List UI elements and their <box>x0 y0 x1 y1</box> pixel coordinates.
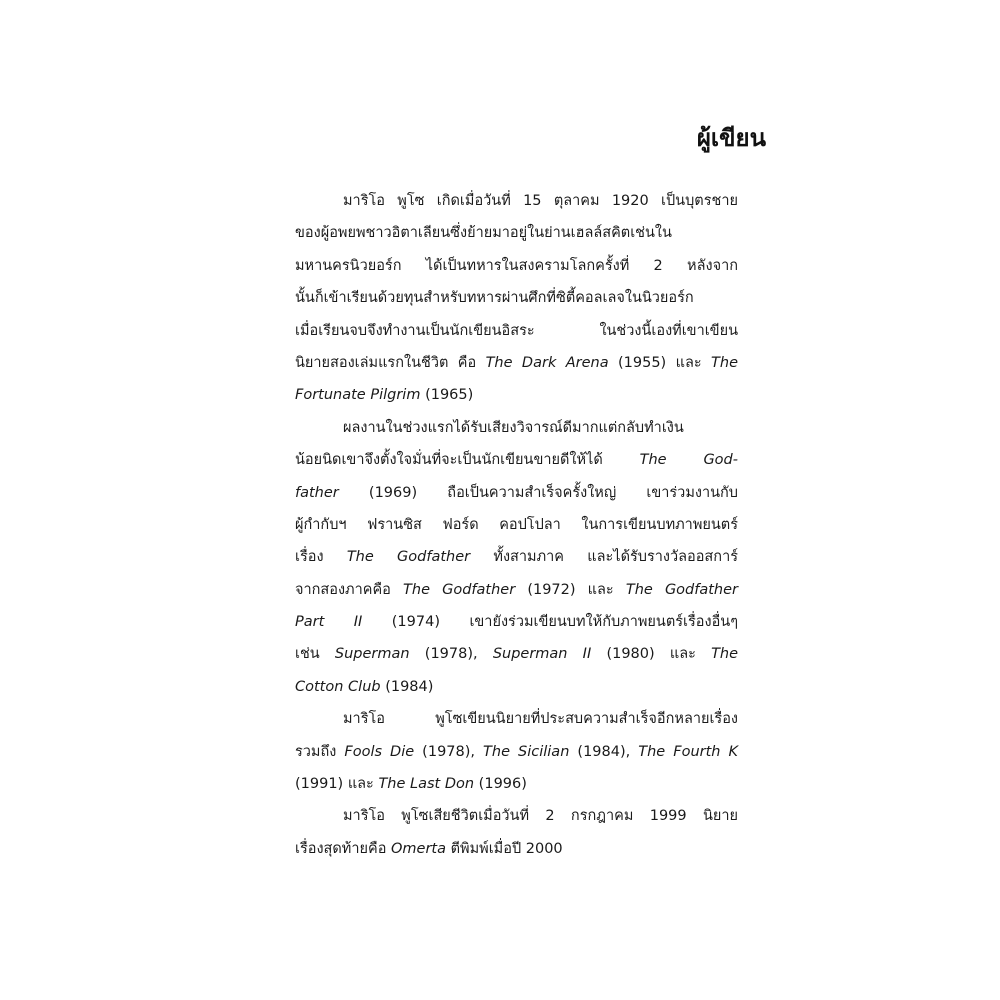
text-run: มาริโอ พูโซเสียชีวิตเมื่อวันที่ 2 กรกฎาคม 1999 นิยาย <box>343 808 738 825</box>
paragraph <box>295 412 738 704</box>
text-run: เมื่อเรียนจบจึงทำงานเป็นนักเขียนอิสระ ในช่วงนี้เองที่เขาเขียน <box>295 322 738 339</box>
text-run: (1974) เขายังร่วมเขียนบทให้กับภาพยนตร์เรื่องอื่นๆ <box>362 614 738 631</box>
text-run: ทั้งสามภาค และได้รับรางวัลออสการ์ <box>470 549 738 566</box>
text-run: ของผู้อพยพชาวอิตาเลียนซึ่งย้ายมาอยู่ในย่านเฮลล์สคิตเช่นใน <box>295 225 672 242</box>
paragraph <box>295 185 738 412</box>
text-run: มหานครนิวยอร์ก ได้เป็นทหารในสงครามโลกครั้งที่ 2 หลังจาก <box>295 257 738 274</box>
text-run: จากสองภาคคือ <box>295 581 404 598</box>
text-line <box>295 574 738 606</box>
text-run: (1955) และ <box>608 354 712 371</box>
text-run: (1991) และ <box>295 776 379 793</box>
text-line <box>295 541 738 573</box>
text-run: (1984), <box>569 743 639 760</box>
text-run: เรื่อง <box>295 549 347 566</box>
body-text <box>295 185 738 865</box>
text-run: ผู้กำกับฯ ฟรานซิส ฟอร์ด คอปโปลา ในการเขียนบทภาพยนตร์ <box>295 516 738 533</box>
text-line <box>295 768 738 800</box>
italic-title: The God- <box>639 452 738 469</box>
italic-title: Part II <box>295 614 363 631</box>
italic-title: Superman <box>334 646 410 663</box>
text-line <box>295 509 738 541</box>
text-run: เช่น <box>295 646 335 663</box>
text-run: (1972) และ <box>515 581 626 598</box>
text-run: นั้นก็เข้าเรียนด้วยทุนสำหรับทหารผ่านศึกที่ซิตี้คอลเลจในนิวยอร์ก <box>295 290 694 307</box>
text-line <box>295 315 738 347</box>
text-line <box>295 185 738 217</box>
italic-title: The Godfather <box>346 549 471 566</box>
text-line <box>295 638 738 670</box>
text-run: นิยายสองเล่มแรกในชีวิต คือ <box>295 354 486 371</box>
italic-title: The Sicilian <box>483 743 570 760</box>
text-line <box>295 412 738 444</box>
paragraph <box>295 703 738 800</box>
paragraph <box>295 800 738 865</box>
text-line <box>295 671 738 703</box>
text-run: (1965) <box>420 387 474 404</box>
italic-title: Superman II <box>492 646 592 663</box>
text-run: ตีพิมพ์เมื่อปี 2000 <box>446 840 563 857</box>
italic-title: The Last Don <box>378 776 475 793</box>
text-run: รวมถึง <box>295 743 345 760</box>
page-title: ผู้เขียน <box>696 124 766 152</box>
text-run: (1969) ถือเป็นความสำเร็จครั้งใหญ่ เขาร่วมงานกับ <box>338 484 738 501</box>
text-run: (1984) <box>380 678 434 695</box>
text-line <box>295 217 738 249</box>
italic-title: father <box>295 484 339 501</box>
text-run: (1980) และ <box>591 646 712 663</box>
text-run: (1978), <box>414 743 484 760</box>
text-run: ผลงานในช่วงแรกได้รับเสียงวิจารณ์ดีมากแต่กลับทำเงิน <box>343 419 684 436</box>
text-run: (1978), <box>409 646 493 663</box>
text-line <box>295 703 738 735</box>
text-run: น้อยนิดเขาจึงตั้งใจมั่นที่จะเป็นนักเขียนขายดีให้ได้ <box>295 452 640 469</box>
italic-title: Fortunate Pilgrim <box>295 387 421 404</box>
text-line <box>295 347 738 379</box>
italic-title: Cotton Club <box>295 678 381 695</box>
text-line <box>295 444 738 476</box>
italic-title: The <box>711 354 738 371</box>
text-run: เรื่องสุดท้ายคือ <box>295 840 392 857</box>
text-line <box>295 736 738 768</box>
text-run: มาริโอ พูโซเขียนนิยายที่ประสบความสำเร็จอีกหลายเรื่อง <box>343 711 738 728</box>
italic-title: The Dark Arena <box>485 354 609 371</box>
text-line <box>295 800 738 832</box>
text-line <box>295 379 738 411</box>
italic-title: The <box>711 646 739 663</box>
text-line <box>295 250 738 282</box>
text-line <box>295 833 738 865</box>
italic-title: The Godfather <box>625 581 739 598</box>
text-line <box>295 282 738 314</box>
text-run: (1996) <box>474 776 527 793</box>
italic-title: The Godfather <box>403 581 516 598</box>
text-run: มาริโอ พูโซ เกิดเมื่อวันที่ 15 ตุลาคม 1920 เป็นบุตรชาย <box>343 193 738 209</box>
text-line <box>295 477 738 509</box>
italic-title: Fools Die <box>344 743 415 760</box>
text-line <box>295 606 738 638</box>
italic-title: Omerta <box>391 840 447 857</box>
italic-title: The Fourth K <box>638 743 738 760</box>
